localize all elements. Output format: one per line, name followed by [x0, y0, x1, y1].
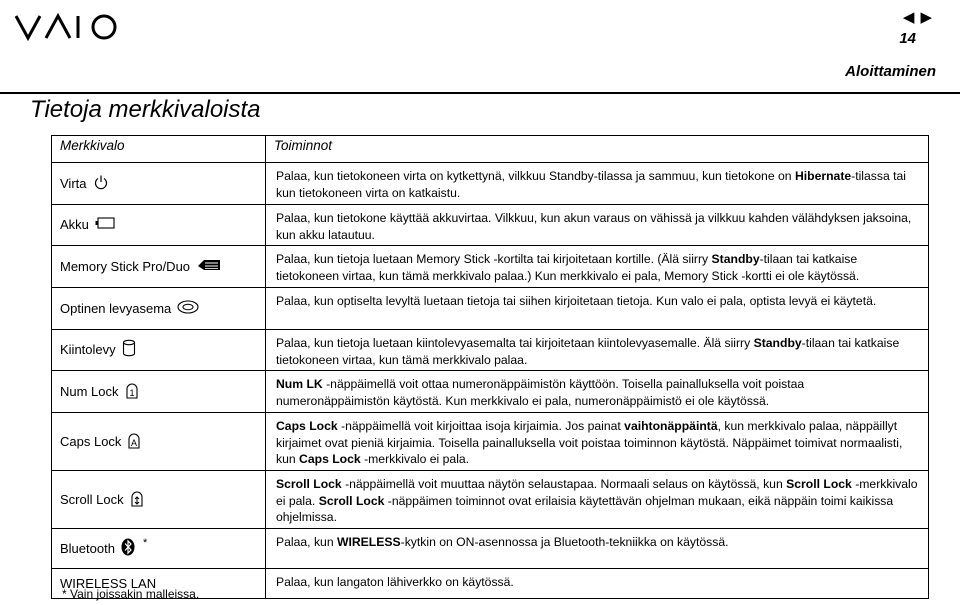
description-text: Palaa, kun: [276, 535, 337, 549]
indicator-label: Optinen levyasema: [60, 300, 172, 316]
indicator-cell: [52, 163, 266, 205]
vaio-logo: [14, 12, 124, 42]
footnote-marker: *: [142, 537, 148, 549]
description-text: -tilaan tai katkaise tietokoneen virtaa, kun tämä merkkivalo palaa.) Kun merkkivalo ei pala, Memory Stick -kortti ei ole käytössä.: [276, 252, 860, 283]
indicator-label: Num Lock: [60, 383, 119, 399]
indicator-label: Kiintolevy: [60, 342, 116, 357]
indicator-table: [51, 135, 929, 599]
scroll-lock-icon: [130, 489, 144, 510]
function-description: [266, 330, 929, 371]
section-title: Aloittaminen: [845, 63, 936, 80]
description-emphasis: Hibernate: [794, 169, 852, 183]
function-description: [266, 246, 929, 288]
table-row: [52, 288, 929, 330]
description-text: , kun merkkivalo palaa, näppäillyt kirjaimet ovat pieniä kirjaimia. Toisella painalluksella voit poistaa toiminnon käytöstä. Näppäimet toimivat normaalisti, kun: [276, 419, 903, 466]
function-description: [266, 413, 929, 471]
description-text: Palaa, kun tietokoneen virta on kytkettynä, vilkkuu Standby-tilassa ja sammuu, kun tietokone on: [276, 169, 795, 183]
description-text: Palaa, kun tietoja luetaan Memory Stick -kortilta tai kirjoitetaan kortille. (Älä siirry: [276, 252, 712, 266]
indicator-label: Bluetooth: [60, 540, 115, 556]
page-navigation: [903, 8, 938, 26]
function-description: [266, 288, 929, 330]
description-text: -tilaan tai katkaise tietokoneen virtaa, kun tämä merkkivalo palaa.: [276, 336, 900, 367]
description-emphasis: Caps Lock: [276, 419, 338, 433]
table-row: [52, 330, 929, 371]
page-header: [0, 0, 960, 92]
table-row: [52, 205, 929, 246]
description-text: -näppäimellä voit kirjoittaa isoja kirjaimia. Jos painat: [337, 419, 625, 433]
description-text: -merkkivalo ei pala.: [360, 452, 470, 466]
indicator-cell: [52, 413, 266, 471]
header-divider: [0, 92, 960, 94]
description-text: Palaa, kun optiselta levyltä luetaan tietoja tai siihen kirjoitetaan tietoja. Kun valo ei pala, optista levyä ei käytetä.: [276, 294, 877, 308]
num-lock-icon: [125, 381, 139, 402]
function-description: [266, 529, 929, 569]
previous-page-arrow-icon[interactable]: ◀: [902, 9, 921, 26]
footnote: * Vain joissakin malleissa.: [62, 587, 200, 601]
description-emphasis: Scroll Lock: [786, 477, 852, 491]
battery-icon: [95, 216, 115, 233]
optical-disc-icon: [177, 299, 199, 318]
function-description: [266, 569, 929, 599]
indicator-label: WIRELESS LAN: [60, 575, 157, 591]
description-text: -näppäimellä voit ottaa numeronäppäimistön käyttöön. Toisella painalluksella voit poistaa numeronäppäimistön käytöstä. Kun merkkivalo ei pala, numeronäppäimistö ei ole käytössä.: [276, 377, 805, 408]
table-row: [52, 413, 929, 471]
description-emphasis: Standby: [711, 252, 760, 266]
indicator-label: Memory Stick Pro/Duo: [60, 258, 191, 274]
column-header-function: Toiminnot: [266, 136, 929, 163]
hard-disk-icon: [122, 339, 136, 360]
page-title: Tietoja merkkivaloista: [30, 96, 261, 123]
indicator-label: Caps Lock: [60, 433, 122, 449]
indicator-label: Akku: [60, 217, 89, 232]
description-text: Palaa, kun langaton lähiverkko on käytössä.: [276, 575, 514, 589]
description-text: -tilassa tai kun tietokoneen virta on katkaistu.: [276, 169, 907, 200]
indicator-cell: [52, 205, 266, 246]
description-emphasis: Caps Lock: [299, 452, 361, 466]
svg-text:A: A: [131, 437, 138, 448]
memory-stick-icon: [196, 257, 222, 276]
table-row: [52, 471, 929, 529]
caps-lock-icon: [127, 431, 141, 452]
description-text: -merkkivalo ei pala.: [276, 477, 918, 508]
description-text: Palaa, kun tietoja luetaan kiintolevyasemalta tai kirjoitetaan kiintolevyasemalle. Älä siirry: [276, 336, 754, 350]
function-description: [266, 163, 929, 205]
table-row: [52, 529, 929, 569]
table-row: [52, 371, 929, 413]
power-icon: [93, 174, 109, 193]
indicator-cell: [52, 371, 266, 413]
function-description: [266, 471, 929, 529]
column-header-indicator: Merkkivalo: [52, 136, 266, 163]
indicator-label: Virta: [60, 175, 87, 191]
indicator-cell: [52, 529, 266, 569]
table-row: [52, 246, 929, 288]
description-text: -näppäimen toiminnot ovat erilaisia käytettävän ohjelman mukaan, eikä näppäin toimi kaikissa ohjelmissa.: [276, 493, 894, 524]
description-emphasis: Standby: [753, 336, 802, 350]
indicator-label: Scroll Lock: [60, 491, 124, 507]
function-description: [266, 205, 929, 246]
indicator-cell: [52, 471, 266, 529]
page-number: 14: [899, 30, 916, 47]
description-emphasis: Num LK: [276, 377, 323, 391]
description-text: -näppäimellä voit muuttaa näytön selaustapaa. Normaali selaus on käytössä, kun: [341, 477, 787, 491]
description-emphasis: Scroll Lock: [318, 493, 385, 508]
indicator-cell: [52, 330, 266, 371]
table-row: [52, 163, 929, 205]
description-emphasis: Scroll Lock: [276, 477, 342, 491]
description-text: -kytkin on ON-asennossa ja Bluetooth-tekniikka on käytössä.: [400, 535, 729, 549]
bluetooth-icon: [121, 538, 135, 559]
table-header-row: [52, 136, 929, 163]
indicator-cell: [52, 288, 266, 330]
description-text: Palaa, kun tietokone käyttää akkuvirtaa. Vilkkuu, kun akun varaus on vähissä ja vilkkuu kahden välähdyksen jaksoina, kun akku latautuu.: [276, 211, 912, 242]
indicator-cell: [52, 246, 266, 288]
svg-text:1: 1: [129, 387, 135, 398]
description-emphasis: vaihtonäppäintä: [624, 419, 718, 433]
next-page-arrow-icon[interactable]: ▶: [920, 9, 938, 26]
description-emphasis: WIRELESS: [336, 535, 401, 549]
function-description: [266, 371, 929, 413]
